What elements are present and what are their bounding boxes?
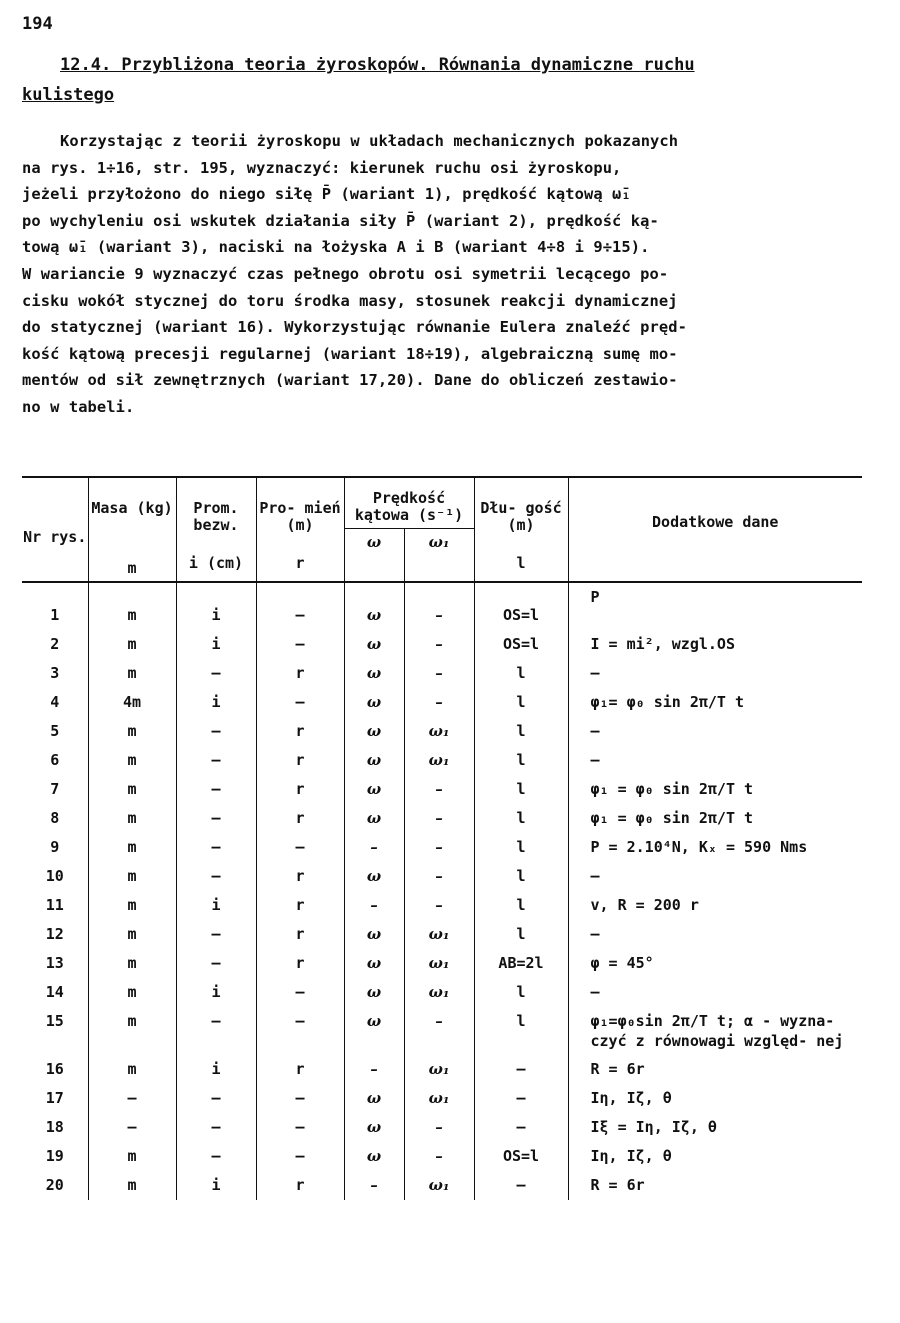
table-cell-i: – [176,804,256,833]
table-row [22,746,862,775]
table-cell-nr: 14 [22,978,88,1007]
paragraph-line: tową ω̄₁ (wariant 3), naciski na łożyska A i B (wariant 4÷8 i 9÷15). [22,238,650,257]
table-cell-nr: 6 [22,746,88,775]
table-cell-nr: 13 [22,949,88,978]
table-row [22,1055,862,1084]
table-cell-r: r [256,1055,344,1084]
table-cell-w1: – [404,688,474,717]
table-cell-m: m [88,891,176,920]
table-cell-r: – [256,833,344,862]
table-cell-i: i [176,891,256,920]
table-cell-nr: 15 [22,1007,88,1055]
table-cell-m: m [88,833,176,862]
table-row [22,582,862,630]
table-cell-l: OS=l [474,1142,568,1171]
table-cell-w: ω [344,1084,404,1113]
table-cell-w: ω [344,862,404,891]
section-heading [22,50,822,110]
table-cell-w: ω [344,804,404,833]
table-cell-i: – [176,920,256,949]
table-cell-l: – [474,1113,568,1142]
table-cell-extra: – [590,751,600,769]
table-cell-w: ω [344,978,404,1007]
table-cell-nr: 20 [22,1171,88,1200]
table-cell-extra: Iη, Iζ, θ [590,1147,672,1165]
table-row [22,862,862,891]
table-cell-r: – [256,1084,344,1113]
table-cell-r: r [256,746,344,775]
table-cell-m: m [88,804,176,833]
table-cell-nr: 11 [22,891,88,920]
table-cell-w1: ω₁ [404,1084,474,1113]
table-cell-m: m [88,630,176,659]
table-row [22,891,862,920]
table-cell-w1: – [404,659,474,688]
table-cell-i: i [176,688,256,717]
table-cell-i: i [176,630,256,659]
table-row [22,630,862,659]
header-radius-gyration: Prom. bezw. [176,477,256,555]
table-cell-r: r [256,1171,344,1200]
paragraph-line: cisku wokół stycznej do toru środka masy, stosunek reakcji dynamicznej [22,291,678,310]
table-cell-nr: 17 [22,1084,88,1113]
table-cell-nr: 5 [22,717,88,746]
table-cell-w1: – [404,804,474,833]
table-cell-l: AB=2l [474,949,568,978]
paragraph-line: Korzystając z teorii żyroskopu w układach mechanicznych pokazanych [60,132,679,150]
table-cell-extra: – [590,867,600,885]
table-cell-i: i [176,978,256,1007]
table-cell-w1: – [404,582,474,630]
table-cell-m: m [88,746,176,775]
table-cell-w1: – [404,1007,474,1055]
table-cell-i: – [176,833,256,862]
table-cell-w: – [344,833,404,862]
table-cell-extra: R = 6r [590,1060,645,1078]
paragraph-line: no w tabeli. [22,397,135,416]
table-cell-nr: 16 [22,1055,88,1084]
heading-line-2: kulistego [22,85,115,105]
paragraph-line: jeżeli przyłożono do niego siłę P̄ (wariant 1), prędkość kątową ω̄₁ [22,185,631,204]
table-cell-l: l [474,775,568,804]
table-cell-w1: ω₁ [404,746,474,775]
table-cell-l: l [474,978,568,1007]
table-cell-r: r [256,659,344,688]
table-cell-i: i [176,582,256,630]
table-cell-nr: 3 [22,659,88,688]
table-cell-l: l [474,920,568,949]
header-radius-gyration-symbol: i (cm) [176,555,256,582]
table-cell-m: m [88,949,176,978]
table-cell-w: ω [344,688,404,717]
table-cell-w: – [344,891,404,920]
table-cell-extra: – [590,664,600,682]
table-cell-extra: I = mi², wzgl.OS [590,635,735,653]
table-cell-m: – [88,1084,176,1113]
table-cell-i: – [176,746,256,775]
table-row [22,804,862,833]
table-cell-l: – [474,1084,568,1113]
table-cell-extra: Iξ = Iη, Iζ, θ [590,1118,717,1136]
table-cell-extra: φ₁ = φ₀ sin 2π/T t [590,809,754,827]
paragraph-line: kość kątową precesji regularnej (wariant 18÷19), algebraiczną sumę mo- [22,344,678,363]
table-row [22,1113,862,1142]
table-cell-r: – [256,1007,344,1055]
table-cell-w1: ω₁ [404,920,474,949]
table-cell-i: – [176,949,256,978]
table-cell-w: ω [344,630,404,659]
table-cell-extra: Iη, Iζ, θ [590,1089,672,1107]
table-cell-l: l [474,891,568,920]
table-row [22,659,862,688]
paragraph-line: mentów od sił zewnętrznych (wariant 17,20). Dane do obliczeń zestawio- [22,371,678,390]
table-cell-m: m [88,775,176,804]
table-cell-i: – [176,1142,256,1171]
paragraph-line: na rys. 1÷16, str. 195, wyznaczyć: kierunek ruchu osi żyroskopu, [22,158,622,177]
table-cell-nr: 12 [22,920,88,949]
table-cell-i: i [176,1171,256,1200]
table-cell-l: – [474,1171,568,1200]
table-cell-w1: – [404,775,474,804]
table-cell-w: ω [344,717,404,746]
table-row [22,717,862,746]
table-cell-w1: – [404,630,474,659]
table-cell-l: l [474,1007,568,1055]
header-mass-symbol: m [88,555,176,582]
table-cell-i: – [176,717,256,746]
table-cell-w: ω [344,1142,404,1171]
table-row [22,775,862,804]
table-cell-nr: 8 [22,804,88,833]
header-extra-data: Dodatkowe dane [568,477,862,582]
table-cell-l: l [474,659,568,688]
table-cell-nr: 2 [22,630,88,659]
header-nr: Nr rys. [22,477,88,582]
table-cell-w1: – [404,862,474,891]
table-cell-l: l [474,717,568,746]
table-cell-extra: v, R = 200 r [590,896,699,914]
table-row [22,1007,862,1055]
table-cell-extra: P [590,588,600,606]
table-cell-nr: 4 [22,688,88,717]
table-cell-nr: 1 [22,582,88,630]
table-cell-i: i [176,1055,256,1084]
table-cell-nr: 7 [22,775,88,804]
table-cell-w1: ω₁ [404,717,474,746]
table-cell-l: l [474,746,568,775]
table-cell-l: OS=l [474,630,568,659]
table-cell-l: – [474,1055,568,1084]
table-cell-w: – [344,1055,404,1084]
table-cell-r: r [256,804,344,833]
table-cell-l: l [474,833,568,862]
table-row [22,978,862,1007]
table-cell-m: – [88,1113,176,1142]
header-radius: Pro- mień (m) [256,477,344,555]
table-row [22,1171,862,1200]
table-cell-nr: 9 [22,833,88,862]
table-cell-extra: – [590,722,600,740]
table-cell-w1: ω₁ [404,949,474,978]
table-cell-r: r [256,920,344,949]
table-cell-m: 4m [88,688,176,717]
table-row [22,1142,862,1171]
table-cell-w1: ω₁ [404,1055,474,1084]
table-cell-w: ω [344,659,404,688]
paragraph-line: W wariancie 9 wyznaczyć czas pełnego obrotu osi symetrii lecącego po- [22,264,669,283]
table-cell-w: ω [344,746,404,775]
header-radius-symbol: r [256,555,344,582]
table-cell-r: r [256,891,344,920]
table-cell-w: – [344,1171,404,1200]
table-cell-w1: – [404,1113,474,1142]
page-number: 194 [22,14,53,34]
table-cell-w1: ω₁ [404,978,474,1007]
table-cell-nr: 19 [22,1142,88,1171]
table-cell-m: m [88,717,176,746]
table-cell-w1: – [404,1142,474,1171]
table-cell-w: ω [344,1113,404,1142]
table-cell-r: r [256,775,344,804]
header-length-symbol: l [474,555,568,582]
table-cell-w: ω [344,1007,404,1055]
table-cell-extra: R = 6r [590,1176,645,1194]
table-cell-m: m [88,1007,176,1055]
table-row [22,833,862,862]
table-cell-r: – [256,978,344,1007]
table-cell-w1: ω₁ [404,1171,474,1200]
table-cell-r: – [256,630,344,659]
header-omega1: ω₁ [404,529,474,556]
data-table [22,476,862,1200]
table-row [22,1084,862,1113]
table-cell-r: – [256,688,344,717]
table-cell-extra: φ₁ = φ₀ sin 2π/T t [590,780,754,798]
table-cell-l: l [474,688,568,717]
table-cell-nr: 10 [22,862,88,891]
table-cell-r: – [256,582,344,630]
table-cell-i: – [176,1007,256,1055]
table-row [22,949,862,978]
table-cell-w: ω [344,582,404,630]
task-description [22,128,862,421]
table-cell-r: – [256,1113,344,1142]
table-cell-i: – [176,775,256,804]
table-cell-l: l [474,804,568,833]
table-cell-l: OS=l [474,582,568,630]
table-row [22,920,862,949]
table-cell-r: r [256,717,344,746]
table-cell-i: – [176,1113,256,1142]
table-cell-m: m [88,582,176,630]
header-angular-velocity: Prędkość kątowa (s⁻¹) [344,477,474,529]
table-cell-extra: P = 2.10⁴N, Kₓ = 590 Nms [590,838,808,856]
table-cell-i: – [176,1084,256,1113]
table-cell-extra: φ = 45° [590,954,654,972]
table-cell-w: ω [344,920,404,949]
table-cell-r: – [256,1142,344,1171]
table-cell-m: m [88,1142,176,1171]
table-cell-m: m [88,862,176,891]
table-cell-m: m [88,1055,176,1084]
table-row [22,688,862,717]
table-cell-i: – [176,862,256,891]
header-omega: ω [344,529,404,556]
table-cell-r: r [256,949,344,978]
table-cell-extra: φ₁= φ₀ sin 2π/T t [590,693,745,711]
paragraph-line: po wychyleniu osi wskutek działania siły P̄ (wariant 2), prędkość ką- [22,211,659,230]
table-cell-m: m [88,1171,176,1200]
header-length: Dłu- gość (m) [474,477,568,555]
table-cell-w: ω [344,775,404,804]
paragraph-line: do statycznej (wariant 16). Wykorzystując równanie Eulera znaleźć pręd- [22,318,687,337]
table-cell-extra: φ₁=φ₀sin 2π/T t; α - wyzna- czyć z równowagi względ- nej [590,1012,844,1050]
header-mass: Masa (kg) [88,477,176,555]
table-cell-i: – [176,659,256,688]
table-cell-m: m [88,659,176,688]
table-cell-m: m [88,978,176,1007]
table-cell-extra: – [590,925,600,943]
table-cell-r: r [256,862,344,891]
table-cell-l: l [474,862,568,891]
table-cell-w1: – [404,891,474,920]
table-cell-w: ω [344,949,404,978]
table-cell-extra: – [590,983,600,1001]
heading-line-1: 12.4. Przybliżona teoria żyroskopów. Równania dynamiczne ruchu [60,55,695,75]
table-cell-m: m [88,920,176,949]
table-cell-nr: 18 [22,1113,88,1142]
table-cell-w1: – [404,833,474,862]
